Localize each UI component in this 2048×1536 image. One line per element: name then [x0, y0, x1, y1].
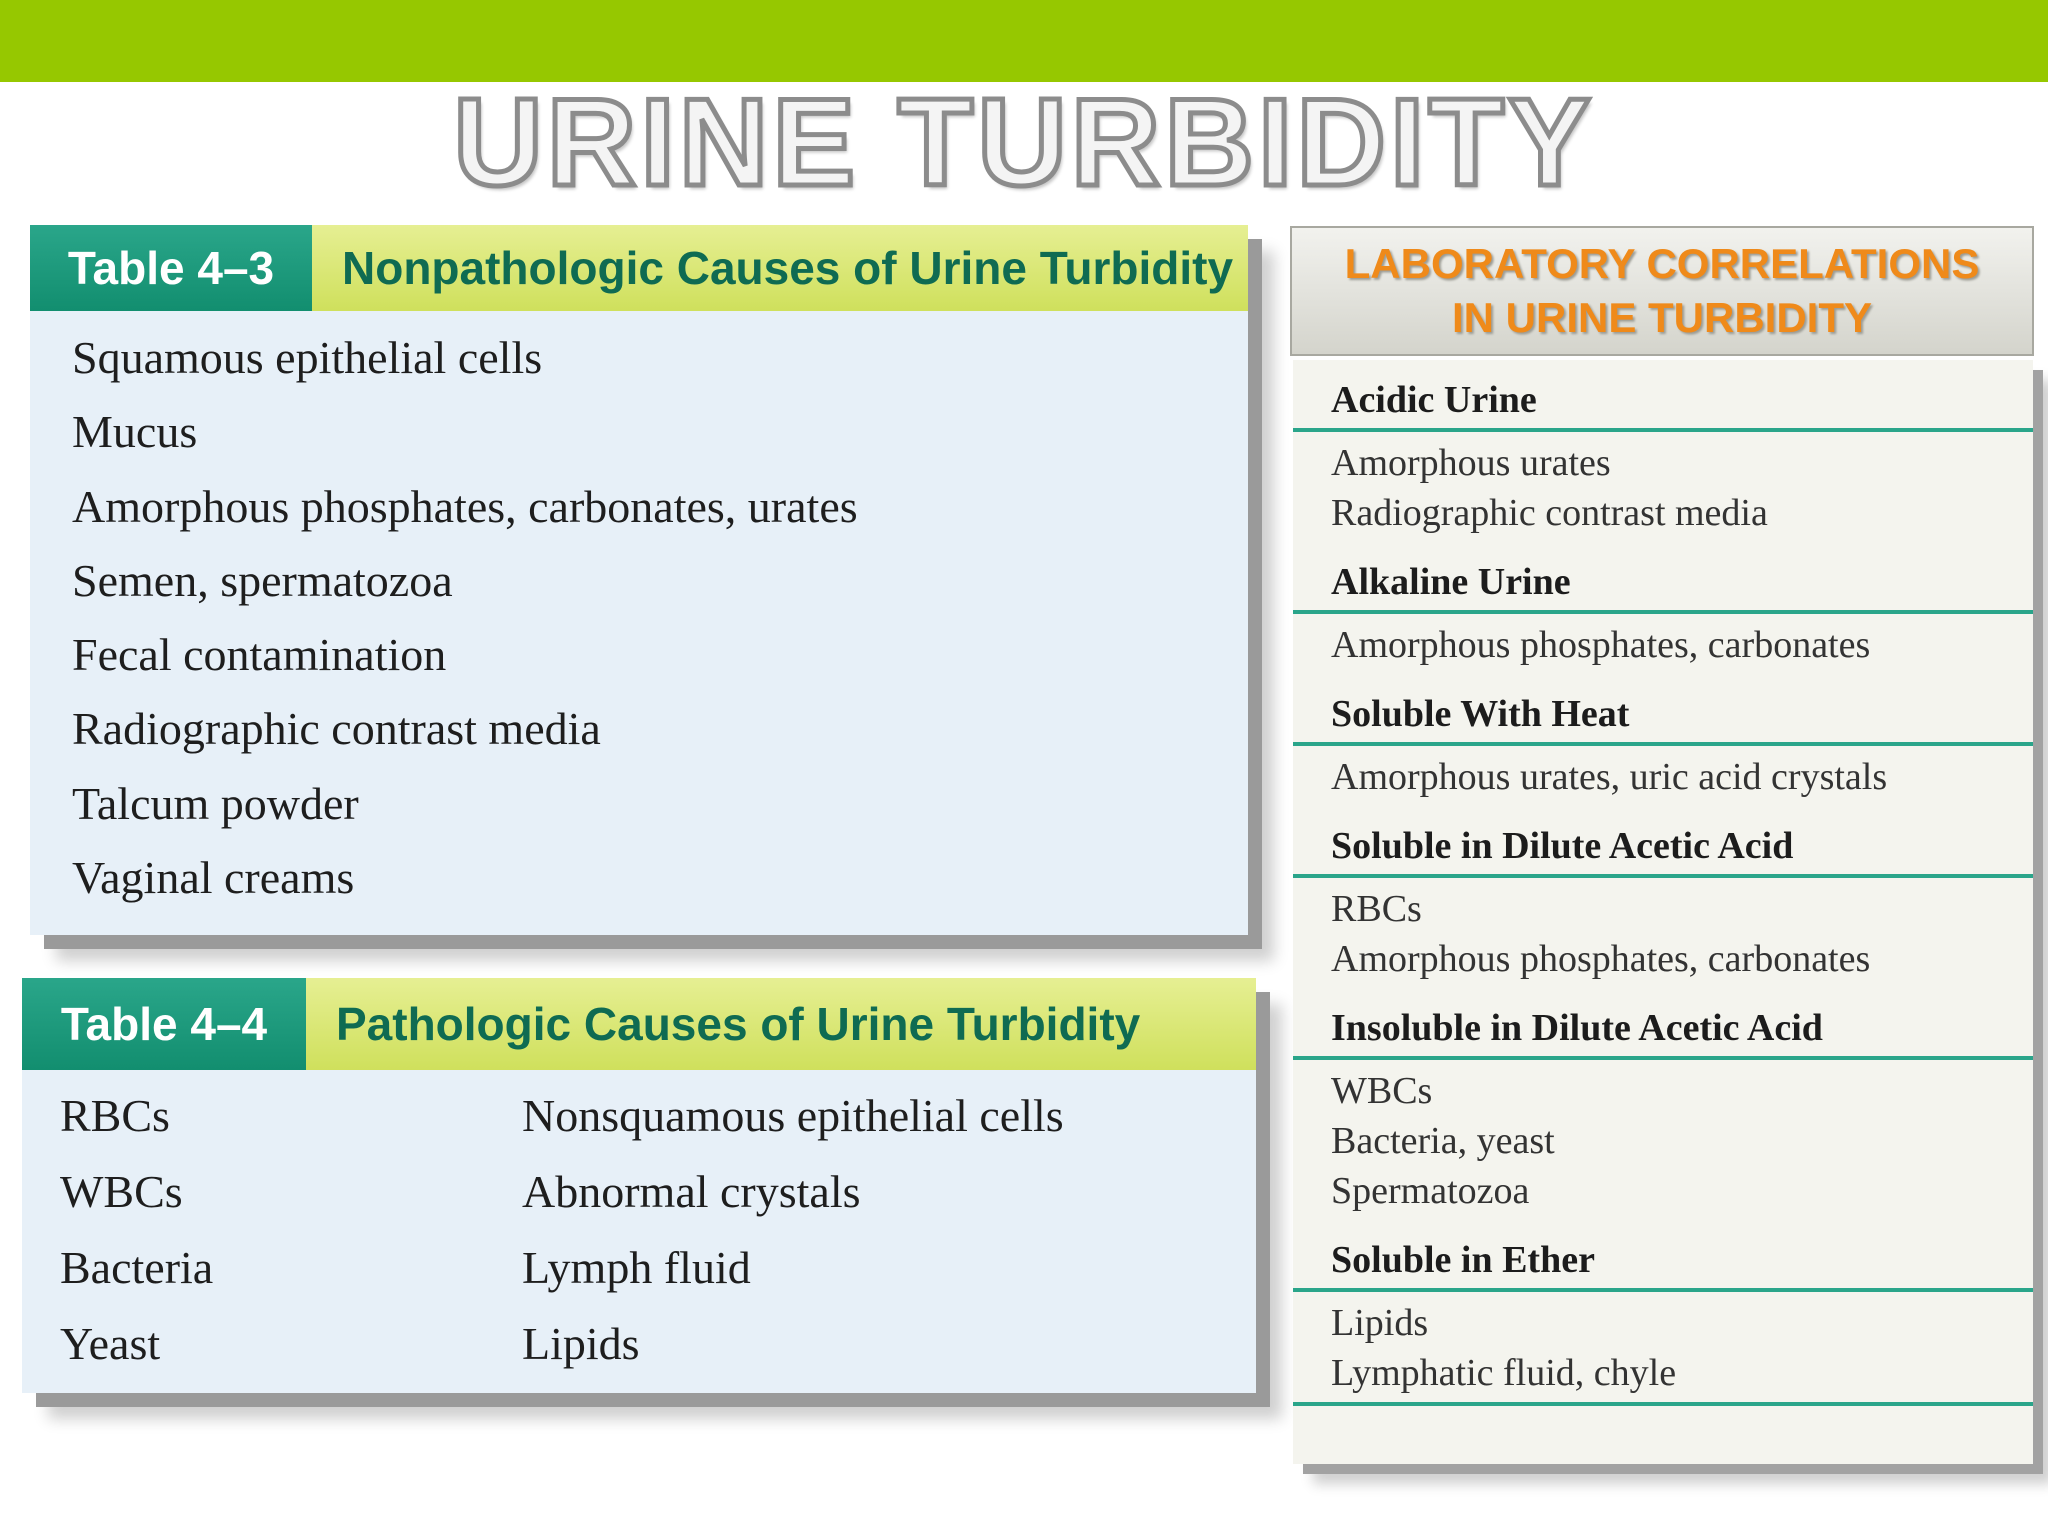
section-heading: Soluble With Heat	[1293, 674, 2033, 746]
section-items	[1293, 1060, 2033, 1220]
list-item: Amorphous phosphates, carbonates	[1331, 624, 1871, 666]
section-heading: Insoluble in Dilute Acetic Acid	[1293, 988, 2033, 1060]
pathologic-causes-column-1	[60, 1078, 213, 1382]
list-item: Spermatozoa	[1331, 1170, 1530, 1212]
table-header	[22, 978, 1256, 1070]
list-item: Bacteria	[60, 1242, 214, 1293]
list-item: Nonsquamous epithelial cells	[522, 1090, 1064, 1141]
table-header	[30, 225, 1248, 311]
section-heading: Alkaline Urine	[1293, 542, 2033, 614]
table-caption: Nonpathologic Causes of Urine Turbidity	[312, 225, 1248, 311]
section-items	[1293, 746, 2033, 806]
list-item: Amorphous phosphates, carbonates	[1331, 938, 1871, 980]
list-item: Radiographic contrast media	[1331, 492, 1768, 534]
list-item: Vaginal creams	[72, 852, 355, 904]
nonpathologic-causes-list	[72, 321, 858, 915]
list-item: Amorphous urates	[1331, 442, 1611, 484]
list-item: Abnormal crystals	[522, 1166, 861, 1217]
section-items	[1293, 878, 2033, 988]
list-item: WBCs	[60, 1166, 183, 1217]
list-item: RBCs	[1331, 888, 1422, 930]
section-heading: Acidic Urine	[1293, 360, 2033, 432]
list-item: Amorphous urates, uric acid crystals	[1331, 756, 1888, 798]
section-items	[1293, 614, 2033, 674]
section-items	[1293, 432, 2033, 542]
list-item: Talcum powder	[72, 777, 359, 829]
list-item: Amorphous phosphates, carbonates, urates	[72, 480, 858, 532]
list-item: Mucus	[72, 406, 198, 458]
table-4-3	[30, 225, 1248, 935]
lab-correlations-header	[1290, 226, 2034, 356]
list-item: Semen, spermatozoa	[72, 554, 453, 606]
table-caption: Pathologic Causes of Urine Turbidity	[306, 978, 1256, 1070]
section-heading: Soluble in Dilute Acetic Acid	[1293, 806, 2033, 878]
list-item: Bacteria, yeast	[1331, 1120, 1555, 1162]
section-items	[1293, 1292, 2033, 1406]
list-item: RBCs	[60, 1090, 170, 1141]
top-accent-bar	[0, 0, 2048, 82]
lab-correlations-title-line1: LABORATORY CORRELATIONS	[1344, 240, 1980, 287]
slide-title: URINE TURBIDITY	[453, 74, 1595, 212]
list-item: Lipids	[1331, 1302, 1429, 1344]
table-4-4	[22, 978, 1256, 1393]
lab-correlations-list	[1293, 360, 2033, 1406]
list-item: Lymph fluid	[522, 1242, 751, 1293]
lab-correlations-title-line2: IN URINE TURBIDITY	[1452, 294, 1872, 341]
section-heading: Soluble in Ether	[1293, 1220, 2033, 1292]
list-item: Lymphatic fluid, chyle	[1331, 1352, 1677, 1394]
list-item: Fecal contamination	[72, 629, 447, 681]
list-item: WBCs	[1331, 1070, 1433, 1112]
list-item: Squamous epithelial cells	[72, 332, 543, 383]
lab-correlations-panel	[1293, 360, 2033, 1464]
list-item: Yeast	[60, 1318, 161, 1369]
table-number: Table 4–3	[30, 225, 312, 311]
list-item: Radiographic contrast media	[72, 703, 601, 755]
pathologic-causes-column-2	[522, 1078, 1064, 1382]
table-number: Table 4–4	[22, 978, 306, 1070]
list-item: Lipids	[522, 1318, 640, 1369]
